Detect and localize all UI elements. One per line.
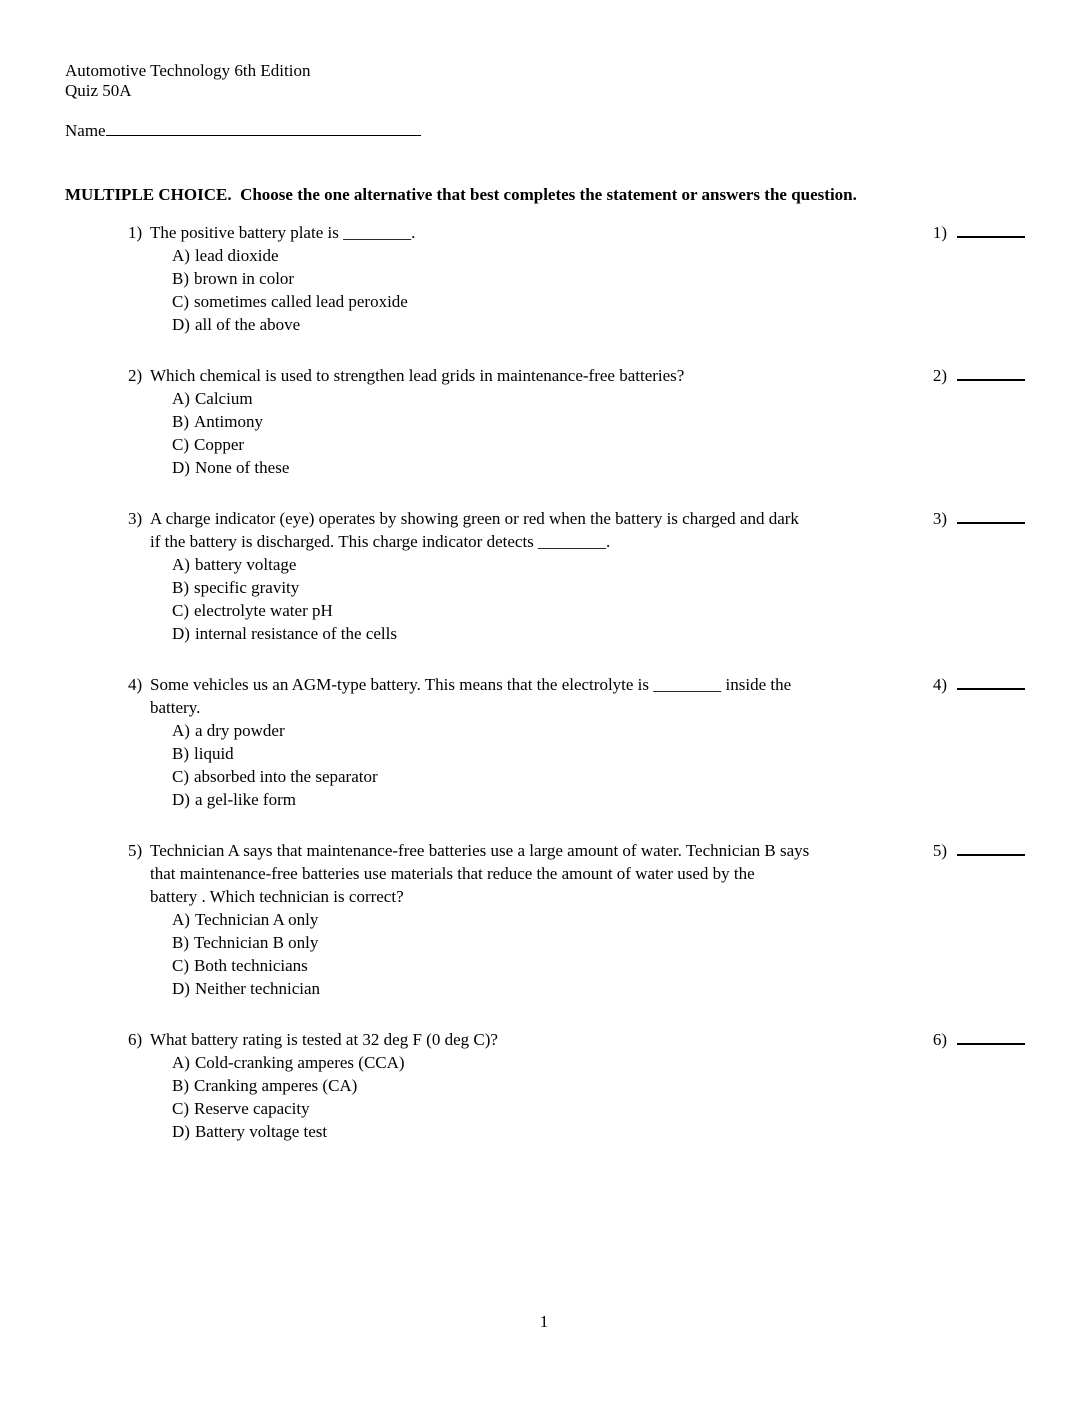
option [172, 1120, 928, 1143]
option-text: None of these [194, 458, 290, 477]
question-options [172, 553, 928, 645]
question-text-line: Which chemical is used to strengthen lead grids in maintenance-free batteries? [150, 366, 685, 385]
document-header [65, 61, 310, 101]
option-letter: B) [172, 744, 189, 763]
option [172, 244, 928, 267]
option [172, 267, 928, 290]
option-letter: B) [172, 269, 189, 288]
option-text: electrolyte water pH [194, 601, 333, 620]
option-text: Technician B only [194, 933, 319, 952]
option-letter: A) [172, 721, 190, 740]
question-text [150, 839, 928, 908]
option-letter: A) [172, 910, 190, 929]
question-text-line: battery . Which technician is correct? [150, 887, 404, 906]
name-blank-line [106, 120, 421, 136]
answer-number: 2) [932, 366, 947, 385]
question [128, 673, 1088, 811]
option-letter: C) [172, 1099, 189, 1118]
option [172, 410, 928, 433]
answer-blank-line [957, 221, 1025, 238]
option-text: a gel-like form [194, 790, 296, 809]
option-text: Antimony [194, 412, 263, 431]
question-number: 2) [128, 366, 143, 385]
option-letter: A) [172, 555, 190, 574]
answer-blank-line [957, 1028, 1025, 1045]
question-text-line: What battery rating is tested at 32 deg F (0 deg C)? [150, 1030, 498, 1049]
question-text [150, 507, 928, 553]
page-number: 1 [539, 1312, 549, 1331]
option [172, 719, 928, 742]
option [172, 742, 928, 765]
option-text: Calcium [194, 389, 253, 408]
question [128, 1028, 1088, 1143]
instructions-heading: MULTIPLE CHOICE. Choose the one alternative that best completes the statement or answers the question. [65, 185, 857, 204]
question-options [172, 244, 928, 336]
option-letter: D) [172, 979, 190, 998]
option [172, 433, 928, 456]
option-letter: B) [172, 933, 189, 952]
option [172, 1097, 928, 1120]
option-text: internal resistance of the cells [194, 624, 397, 643]
option [172, 1051, 928, 1074]
option-letter: C) [172, 767, 189, 786]
question-number: 6) [128, 1030, 143, 1049]
question-options [172, 1051, 928, 1143]
option [172, 456, 928, 479]
option-letter: D) [172, 624, 190, 643]
question-number: 1) [128, 223, 143, 242]
option-text: absorbed into the separator [194, 767, 378, 786]
option-letter: D) [172, 458, 190, 477]
option-text: lead dioxide [194, 246, 279, 265]
option-letter: D) [172, 1122, 190, 1141]
option [172, 599, 928, 622]
question-options [172, 908, 928, 1000]
option [172, 977, 928, 1000]
question-text-line: Some vehicles us an AGM-type battery. This means that the electrolyte is ________ inside the [150, 675, 792, 694]
option-letter: C) [172, 956, 189, 975]
option-letter: A) [172, 246, 190, 265]
doc-title: Automotive Technology 6th Edition [65, 61, 311, 80]
question-text-line: Technician A says that maintenance-free batteries use a large amount of water. Technician B says [150, 841, 810, 860]
option-letter: B) [172, 412, 189, 431]
answer-blank [933, 507, 1025, 530]
option-text: liquid [194, 744, 234, 763]
answer-number: 5) [932, 841, 947, 860]
question-text-line: The positive battery plate is ________. [150, 223, 416, 242]
option-text: Battery voltage test [194, 1122, 328, 1141]
answer-blank [933, 673, 1025, 696]
answer-blank-line [957, 673, 1025, 690]
answer-number: 4) [932, 675, 947, 694]
question-text [150, 1028, 928, 1051]
name-label: Name [65, 121, 106, 140]
answer-blank [933, 364, 1025, 387]
option-text: a dry powder [194, 721, 285, 740]
answer-blank [933, 1028, 1025, 1051]
option [172, 931, 928, 954]
option-letter: C) [172, 435, 189, 454]
option [172, 313, 928, 336]
option-letter: D) [172, 790, 190, 809]
option [172, 622, 928, 645]
answer-blank [933, 839, 1025, 862]
option-text: sometimes called lead peroxide [194, 292, 408, 311]
question-text [150, 364, 928, 387]
questions-list [128, 221, 1088, 1171]
option [172, 765, 928, 788]
question-options [172, 719, 928, 811]
question-number: 4) [128, 675, 143, 694]
answer-blank-line [957, 839, 1025, 856]
option-text: Both technicians [194, 956, 308, 975]
option-text: battery voltage [194, 555, 297, 574]
answer-number: 6) [932, 1030, 947, 1049]
answer-number: 3) [932, 509, 947, 528]
answer-blank-line [957, 364, 1025, 381]
option-text: Technician A only [194, 910, 319, 929]
option-letter: A) [172, 1053, 190, 1072]
question-text [150, 673, 928, 719]
option [172, 290, 928, 313]
option-letter: C) [172, 292, 189, 311]
option-text: brown in color [194, 269, 295, 288]
option [172, 954, 928, 977]
option-text: Cranking amperes (CA) [194, 1076, 358, 1095]
option [172, 1074, 928, 1097]
option [172, 387, 928, 410]
answer-blank-line [957, 507, 1025, 524]
option-letter: C) [172, 601, 189, 620]
option [172, 788, 928, 811]
name-field [65, 119, 421, 142]
question [128, 507, 1088, 645]
option-text: Copper [194, 435, 245, 454]
answer-blank [933, 221, 1025, 244]
option [172, 553, 928, 576]
option [172, 908, 928, 931]
question-text-line: battery. [150, 698, 201, 717]
option-letter: B) [172, 1076, 189, 1095]
option-text: Cold-cranking amperes (CCA) [194, 1053, 405, 1072]
question-number: 5) [128, 841, 143, 860]
question [128, 364, 1088, 479]
question-text-line: that maintenance-free batteries use materials that reduce the amount of water used by the [150, 864, 755, 883]
question-text-line: if the battery is discharged. This charge indicator detects ________. [150, 532, 611, 551]
option-text: Neither technician [194, 979, 321, 998]
option-letter: A) [172, 389, 190, 408]
option-text: all of the above [194, 315, 301, 334]
option-letter: B) [172, 578, 189, 597]
answer-number: 1) [932, 223, 947, 242]
question-options [172, 387, 928, 479]
doc-subtitle: Quiz 50A [65, 81, 132, 100]
question-text [150, 221, 928, 244]
option-text: specific gravity [194, 578, 300, 597]
question [128, 839, 1088, 1000]
option-letter: D) [172, 315, 190, 334]
option [172, 576, 928, 599]
option-text: Reserve capacity [194, 1099, 310, 1118]
question-text-line: A charge indicator (eye) operates by showing green or red when the battery is charged and dark [150, 509, 799, 528]
question [128, 221, 1088, 336]
question-number: 3) [128, 509, 143, 528]
